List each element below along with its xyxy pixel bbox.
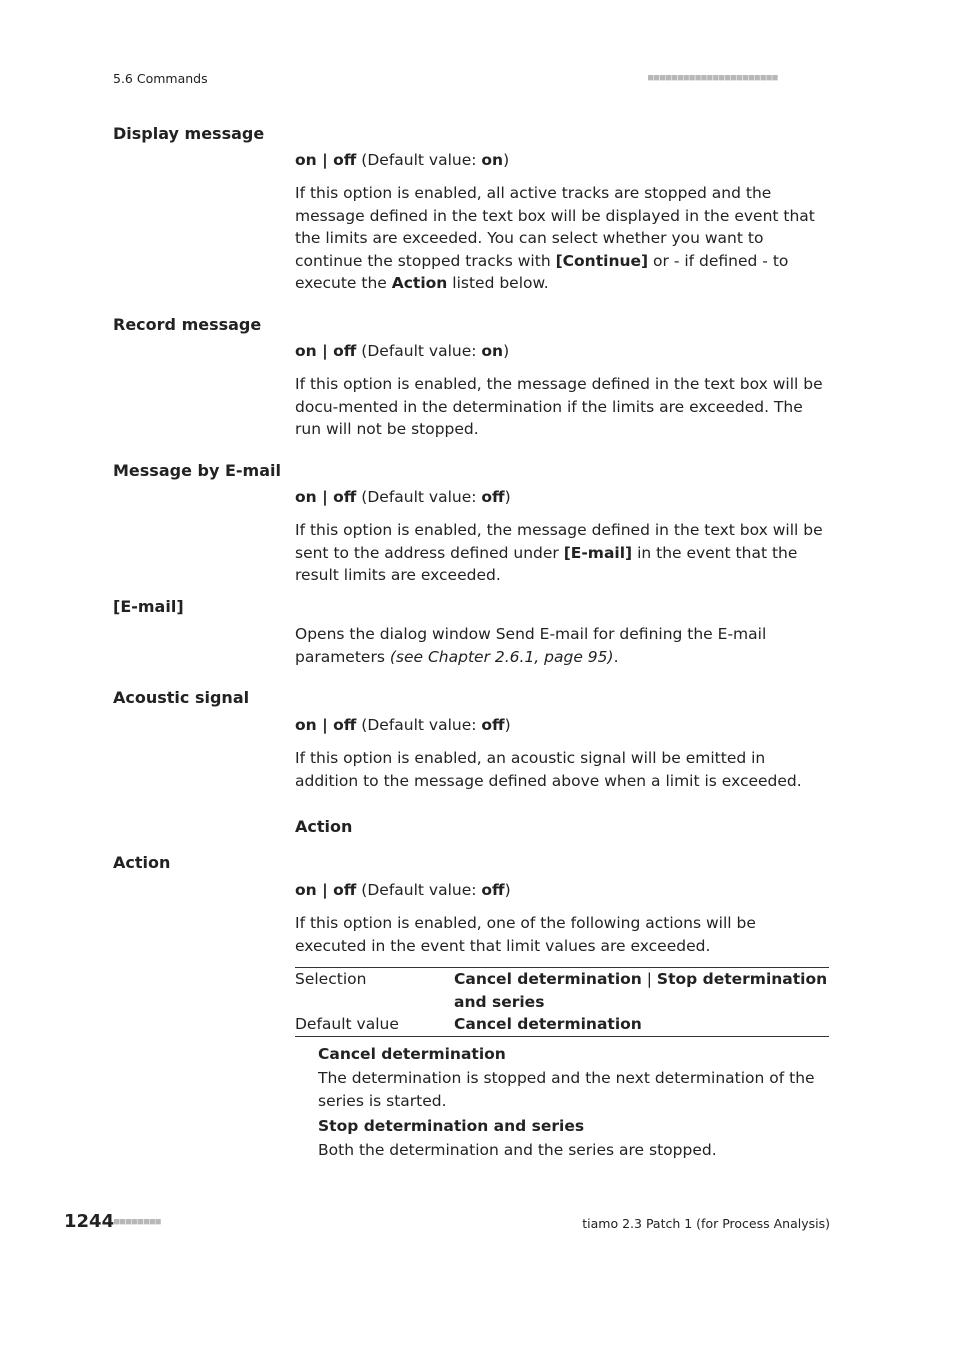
desc-message-by-email: If this option is enabled, the message defined in the text box will be sent to the address defined under [E-mail] in the event that the result limits are exceeded. [295,521,823,585]
action-parameter-table [295,967,829,1037]
values-action: on | off (Default value: off) [295,881,511,899]
table-value-default: Cancel determination [454,1015,642,1034]
option-title-stop-determination-series: Stop determination and series [318,1117,585,1135]
option-desc-cancel-determination: The determination is stopped and the next determination of the series is started. [318,1069,815,1110]
option-title-cancel-determination: Cancel determination [318,1045,506,1063]
term-acoustic-signal: Acoustic signal [113,688,250,707]
term-email-button: [E-mail] [113,597,184,616]
running-header-decoration: ■■■■■■■■■■■■■■■■■■■■■■ [648,73,779,83]
table-label-selection: Selection [295,970,367,988]
desc-display-message: If this option is enabled, all active tracks are stopped and the message defined in the text box will be displayed in the event that the limits are exceeded. You can select whether you want to continue the stopped tracks with [Continue] or - if defined - to execute the Action listed below. [295,184,815,293]
table-row-selection [295,968,829,1013]
term-record-message: Record message [113,315,262,334]
term-display-message: Display message [113,124,265,143]
values-record-message: on | off (Default value: on) [295,342,510,360]
desc-record-message: If this option is enabled, the message defined in the text box will be docu-mented in the determination if the limits are exceeded. The run will not be stopped. [295,375,823,439]
running-header-section: 5.6 Commands [113,71,208,86]
footer-decoration: ■■■■■■■■ [114,1217,162,1227]
footer-product-name: tiamo 2.3 Patch 1 (for Process Analysis) [582,1216,830,1231]
table-value-selection: Cancel determination | Stop determination and series [454,970,828,1011]
option-desc-stop-determination-series: Both the determination and the series are stopped. [318,1141,717,1159]
page-number: 1244 [64,1211,115,1232]
desc-action: If this option is enabled, one of the following actions will be executed in the event that limit values are exceeded. [295,914,756,955]
table-label-default: Default value [295,1015,399,1034]
term-message-by-email: Message by E-mail [113,461,281,480]
table-row-default [295,1013,829,1036]
values-acoustic-signal: on | off (Default value: off) [295,716,511,734]
subheading-action: Action [295,817,353,836]
values-message-by-email: on | off (Default value: off) [295,488,511,506]
chapter-reference-link[interactable]: (see Chapter 2.6.1, page 95) [389,647,614,666]
desc-acoustic-signal: If this option is enabled, an acoustic signal will be emitted in addition to the message defined above when a limit is exceeded. [295,749,802,790]
desc-email-button: Opens the dialog window Send E-mail for defining the E-mail parameters (see Chapter 2.6.1, page 95). [295,625,767,666]
values-display-message: on | off (Default value: on) [295,151,510,169]
term-action: Action [113,853,171,872]
